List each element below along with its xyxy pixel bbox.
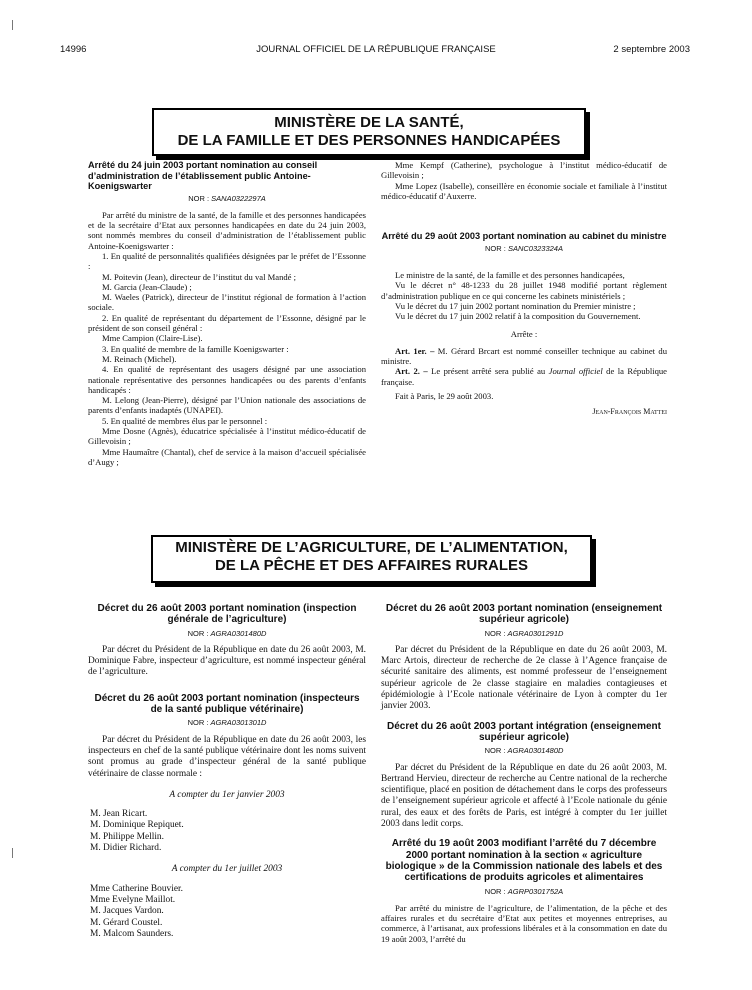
article-1: Art. 1er. – M. Gérard Brcart est nommé conseiller technique au cabinet du ministre. [381,345,667,367]
paragraph: Le ministre de la santé, de la famille et des personnes handicapées, [395,269,625,280]
list-item: M. Malcom Saunders. [90,928,174,939]
column-health-left [88,160,366,467]
nor-reference: NOR : AGRA0301480D [484,746,564,756]
list-item: M. Philippe Mellin. [90,831,164,842]
paragraph: Mme Kempf (Catherine), psychologue à l’institut médico-éducatif de Gillevoisin ; [381,160,667,181]
paragraph: Vu le décret du 17 juin 2002 portant nomination du Premier ministre ; [395,300,636,311]
paragraph: Mme Dosne (Agnès), éducatrice spécialisée à l’institut médico-éducatif de Gillevoisin ; [88,426,366,447]
article-2: Art. 2. – Le présent arrêté sera publié au Journal officiel de la République française. [381,366,667,387]
ministry-line1: MINISTÈRE DE LA SANTÉ, [274,114,464,131]
column-health-right [381,160,667,418]
place-date: Fait à Paris, le 29 août 2003. [395,390,494,401]
article-title: Décret du 26 août 2003 portant nomination (inspection générale de l’agriculture) [97,603,357,626]
margin-mark [12,848,13,858]
paragraph: M. Garcia (Jean-Claude) ; [102,281,192,292]
article-title: Arrêté du 29 août 2003 portant nomination au cabinet du ministre [381,231,667,242]
signature: Jean-François Mattei [592,407,667,417]
ministry-health-banner [152,108,586,156]
paragraph: Par décret du Président de la République en date du 26 août 2003, M. Dominique Fabre, inspecteur d’agriculture, est nommé inspecteur général de l’agriculture. [88,644,366,678]
article-title: Arrêté du 24 juin 2003 portant nomination au conseil d’administration de l’établissement public Antoine-Koenigswarter [88,160,318,191]
column-agri-left [88,603,366,940]
paragraph: 1. En qualité de personnalités qualifiées désignées par le préfet de l’Essonne : [88,250,366,272]
paragraph: Mme Campion (Claire-Lise). [102,333,203,344]
list-item: Mme Catherine Bouvier. [90,883,183,894]
list-item: M. Jean Ricart. [90,809,148,820]
article-title: Décret du 26 août 2003 portant intégration (enseignement supérieur agricole) [387,720,661,743]
nor-reference: NOR : AGRA0301480D [187,628,267,638]
date-subheading: A compter du 1er juillet 2003 [171,864,283,875]
paragraph: Par arrêté du ministre de la santé, de la famille et des personnes handicapées et de la secrétaire d’Etat aux personnes handicapées en date du 24 juin 2003, sont nommés membres du conseil d’administration de l’établissement public Antoine-Koenigswarter : [88,209,366,251]
issue-date: 2 septembre 2003 [613,44,690,55]
nor-reference: NOR : AGRA0301301D [187,718,267,728]
ministry-line2: DE LA PÊCHE ET DES AFFAIRES RURALES [214,557,529,574]
paragraph: M. Lelong (Jean-Pierre), désigné par l’Union nationale des associations de parents d’enfants inadaptés (UNAPEI). [88,395,366,416]
article-title: Arrêté du 19 août 2003 modifiant l’arrêté du 7 décembre 2000 portant nomination à la section « agriculture biologique » de la Commission nationale des labels et des certifications de produits agricoles et alimentaires [385,838,663,884]
name-list [88,809,366,854]
list-item: M. Dominique Repiquet. [90,820,184,831]
paragraph: Mme Haumaître (Chantal), chef de service à la maison d’accueil spécialisée d’Augy ; [88,446,366,467]
list-item: M. Gérard Coustel. [90,917,163,928]
paragraph: M. Poitevin (Jean), directeur de l’institut du val Mandé ; [102,271,297,282]
nor-reference: NOR : AGRP0301752A [484,886,564,896]
paragraph: Mme Lopez (Isabelle), conseillère en économie sociale et familiale à l’institut médico-éducatif d’Auxerre. [381,180,667,201]
page-number: 14996 [60,44,87,55]
journal-title: JOURNAL OFFICIEL DE LA RÉPUBLIQUE FRANÇAISE [256,44,496,55]
paragraph: 3. En qualité de membre de la famille Koenigswarter : [102,343,289,354]
paragraph: Vu le décret du 17 juin 2002 relatif à la composition du Gouvernement. [395,311,641,322]
article-title: Décret du 26 août 2003 portant nomination (enseignement supérieur agricole) [385,603,663,626]
paragraph: 5. En qualité de membres élus par le personnel : [102,415,268,426]
paragraph: 2. En qualité de représentant du département de l’Essonne, désigné par le président de son conseil général : [88,312,366,334]
paragraph: Par décret du Président de la République en date du 26 août 2003, M. Marc Artois, directeur de recherche de 2e classe à l’Agence française de sécurité sanitaire des aliments, est nommé professeur de l’enseignement supérieur agricole de 2e classe stagiaire en maladies contagieuses et épidémiologie à l’Ecole nationale vétérinaire de Lyon à compter du 1er janvier 2003. [381,644,667,712]
nor-reference: NOR : AGRA0301291D [484,628,564,638]
name-list [88,884,366,940]
ministry-line2: DE LA FAMILLE ET DES PERSONNES HANDICAPÉES [177,132,561,149]
column-agri-right [381,603,667,944]
list-item: Mme Evelyne Maillot. [90,894,176,905]
date-subheading: A compter du 1er janvier 2003 [169,789,285,800]
article-title: Décret du 26 août 2003 portant nomination (inspecteurs de la santé publique vétérinaire) [94,692,360,716]
ministry-agriculture-banner [151,535,592,583]
arrete-label: Arrête : [510,329,538,340]
paragraph: Par arrêté du ministre de l’agriculture, de l’alimentation, de la pêche et des affaires rurales et du secrétaire d’Etat aux petites et moyennes entreprises, au commerce, à l’artisanat, aux professions libérales et à la consommation en date du 19 août 2003, l’arrêté du [381,902,667,944]
paragraph: M. Waeles (Patrick), directeur de l’institut régional de formation à l’action sociale. [88,292,366,313]
nor-reference: NOR : SANC0323324A [485,243,563,253]
paragraph: 4. En qualité de représentant des usagers désigné par une association nationale représentative des personnes handicapées ou des parents d’enfants handicapés : [88,364,366,395]
nor-reference: NOR : SANA0322297A [188,193,266,203]
list-item: M. Jacques Vardon. [90,906,164,917]
ministry-line1: MINISTÈRE DE L’AGRICULTURE, DE L’ALIMENTATION, [175,539,568,556]
paragraph: Par décret du Président de la République en date du 26 août 2003, les inspecteurs en chef de la santé publique vétérinaire dont les noms suivent sont promus au grade d’inspecteur général de la santé publique vétérinaire de classe normale : [88,734,366,779]
paragraph: M. Reinach (Michel). [102,353,177,364]
paragraph: Par décret du Président de la République en date du 26 août 2003, M. Bertrand Hervieu, directeur de recherche au Centre national de la recherche scientifique, placé en position de détachement dans le corps des professeurs de l’enseignement supérieur agricole et affecté à l’Ecole nationale du génie rural, des eaux et des forêts de Paris, est intégré à compter du 1er juillet 2003 dans ledit corps. [381,762,667,830]
paragraph: Vu le décret n° 48-1233 du 28 juillet 1948 modifié portant règlement d’administration publique en ce qui concerne les cabinets ministériels ; [381,280,667,301]
margin-mark [12,20,13,30]
list-item: M. Didier Richard. [90,843,162,854]
